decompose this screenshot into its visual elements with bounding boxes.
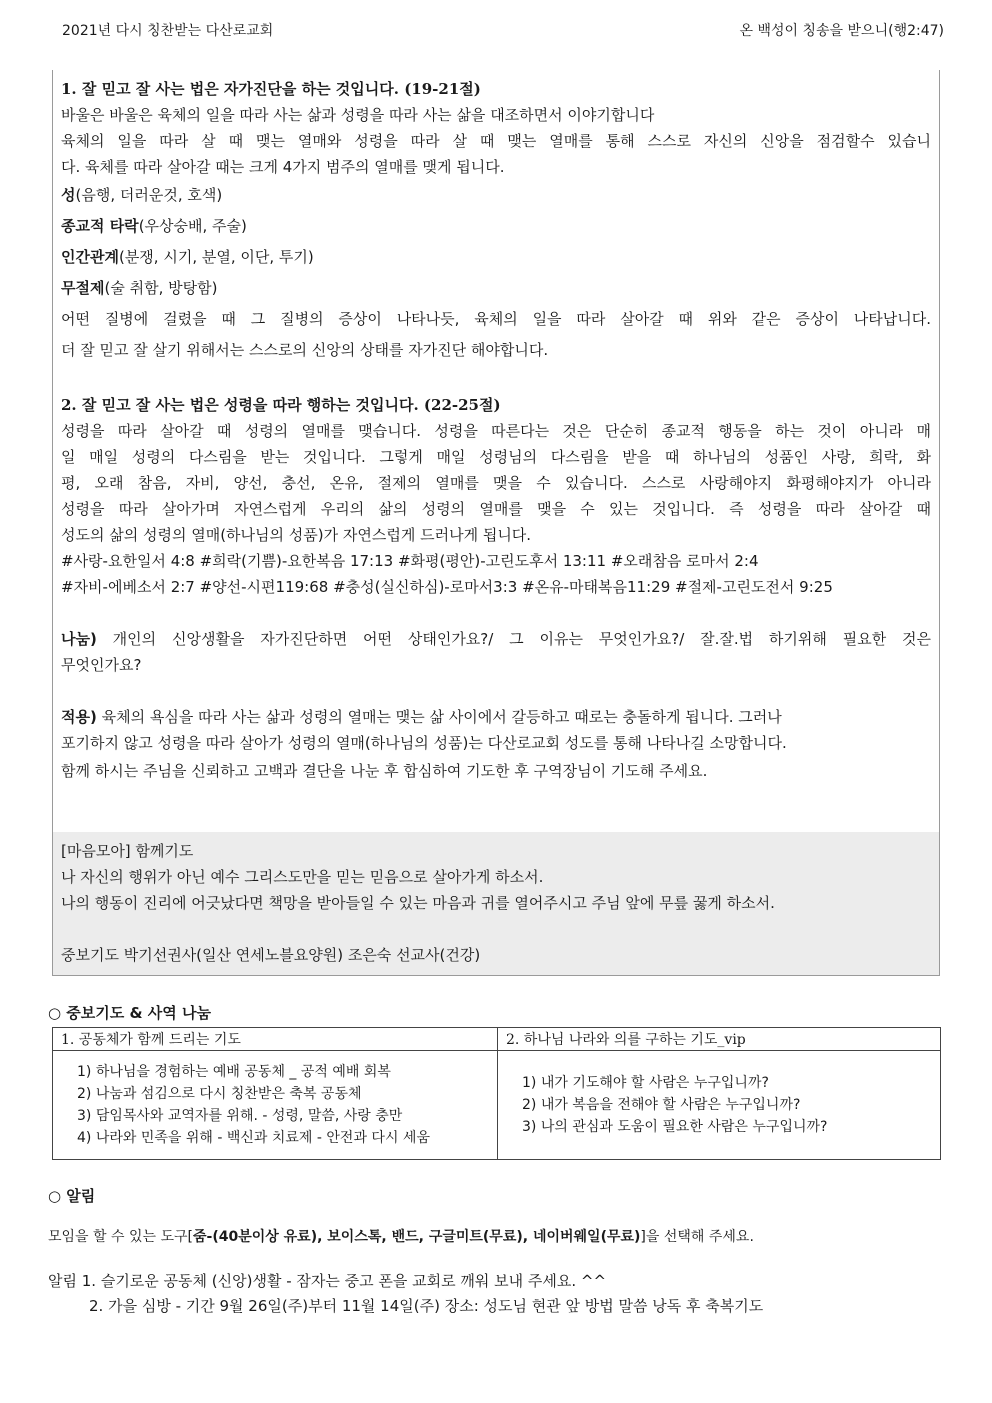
point1-line: 다. 육체를 따라 살아갈 때는 크게 4가지 범주의 열매를 맺게 됩니다.	[61, 158, 505, 176]
prayer-item: 1) 내가 기도해야 할 사람은 누구입니까?	[522, 1075, 769, 1091]
prayer-item: 1) 하나님을 경험하는 예배 공동체 _ 공적 예배 회복	[77, 1064, 391, 1080]
point1-line: 바울은 바울은 육체의 일을 따라 사는 삶과 성령을 따라 사는 삶을 대조하면서 이야기합니다	[61, 106, 655, 124]
point1-title: 1. 잘 믿고 잘 사는 법은 자가진단을 하는 것입니다. (19-21절)	[61, 80, 481, 98]
prayer-line: 나의 행동이 진리에 어긋났다면 책망을 받아들일 수 있는 마음과 귀를 열어주시고 주님 앞에 무릎 꿇게 하소서.	[61, 894, 775, 912]
category-detail: (술 취함, 방탕함)	[104, 279, 218, 297]
prayer-col1-cell	[53, 1051, 498, 1160]
point2-title: 2. 잘 믿고 잘 사는 법은 성령을 따라 행하는 것입니다. (22-25절)	[61, 396, 501, 414]
share-question: 나눔) 개인의 신앙생활을 자가진단하면 어떤 상태인가요?/ 그 이유는 무엇인가요?/ 잘.잘.법 하기위해 필요한 것은	[61, 630, 931, 648]
scripture-tags: #자비-에베소서 2:7 #양선-시편119:68 #충성(실신하심)-로마서3:3 #온유-마태복음11:29 #절제-고린도전서 9:25	[61, 578, 833, 596]
prayer-item: 4) 나라와 민족을 위해 - 백신과 치료제 - 안전과 다시 세움	[77, 1130, 430, 1146]
point2-line: 평, 오래 참음, 자비, 양선, 충선, 온유, 절제의 열매를 맺을 수 있습니다. 스스로 사랑해야지 화평해야지가 아니라	[61, 474, 931, 492]
share-label: 나눔)	[61, 630, 97, 648]
category-detail: (음행, 더러운것, 호색)	[75, 186, 223, 204]
prayer-item: 2) 나눔과 섬김으로 다시 칭찬받은 축복 공동체	[77, 1086, 362, 1102]
point1-closing: 어떤 질병에 걸렸을 때 그 질병의 증상이 나타나듯, 육체의 일을 따라 살아갈 때 위와 같은 증상이 나타납니다.	[61, 310, 931, 328]
prayer-table	[52, 1027, 941, 1160]
prayer-col2-cell	[498, 1051, 941, 1160]
category-term: 인간관계	[61, 248, 119, 266]
apply-text: 함께 하시는 주님을 신뢰하고 고백과 결단을 나눈 후 합심하여 기도한 후 구역장님이 기도해 주세요.	[61, 762, 708, 780]
category-term: 성	[61, 186, 76, 204]
header-verse: 온 백성이 칭송을 받으니(행2:47)	[739, 23, 944, 39]
notice-item-2: 2. 가을 심방 - 기간 9월 26일(주)부터 11월 14일(주) 장소: 성도님 현관 앞 방법 말씀 낭독 후 축복기도	[89, 1297, 764, 1315]
joint-prayer-panel	[53, 832, 939, 975]
category-item	[61, 180, 931, 211]
point2-line: 성도의 삶의 성령의 열매(하나님의 성품)가 자연스럽게 드러나게 됩니다.	[61, 526, 532, 544]
point1-line: 육체의 일을 따라 살 때 맺는 열매와 성령을 따라 살 때 맺는 열매를 통해 스스로 자신의 신앙을 점검할수 있습니	[61, 132, 931, 150]
intercession-names: 중보기도 박기선권사(일산 연세노블요양원) 조은숙 선교사(건강)	[61, 946, 481, 964]
header-church-title: 2021년 다시 칭찬받는 다산로교회	[62, 23, 274, 39]
prayer-col2-header: 2. 하나님 나라와 의를 구하는 기도_vip	[498, 1028, 941, 1051]
category-item	[61, 273, 931, 304]
category-item	[61, 211, 931, 242]
meeting-tools-notice: 모임을 할 수 있는 도구[줌-(40분이상 유료), 보이스톡, 밴드, 구글미트(무료), 네이버웨일(무료)]을 선택해 주세요.	[48, 1229, 754, 1245]
prayer-item: 3) 담임목사와 교역자를 위해. - 성령, 말씀, 사랑 충만	[77, 1108, 403, 1124]
prayer-line: 나 자신의 행위가 아닌 예수 그리스도만을 믿는 믿음으로 살아가게 하소서.	[61, 868, 544, 886]
apply-text: 적용) 육체의 욕심을 따라 사는 삶과 성령의 열매는 맺는 삶 사이에서 갈등하고 때로는 충돌하게 됩니다. 그러나	[61, 708, 782, 726]
notice-section-title: ○ 알림	[48, 1187, 96, 1205]
notice-item-1: 알림 1. 슬기로운 공동체 (신앙)생활 - 잠자는 중고 폰을 교회로 깨워 보내 주세요. ^^	[48, 1272, 607, 1290]
point2-line: 성령을 따라 살아갈 때 성령의 열매를 맺습니다. 성령을 따른다는 것은 단순히 종교적 행동을 하는 것이 아니라 매	[61, 422, 931, 440]
category-detail: (분쟁, 시기, 분열, 이단, 투기)	[118, 248, 314, 266]
page-header	[62, 20, 944, 42]
point1-closing: 더 잘 믿고 잘 살기 위해서는 스스로의 신앙의 상태를 자가진단 해야합니다.	[61, 341, 549, 359]
apply-label: 적용)	[61, 708, 97, 726]
share-question-cont: 무엇인가요?	[61, 656, 142, 674]
prayer-title: [마음모아] 함께기도	[61, 842, 194, 860]
prayer-item: 3) 나의 관심과 도움이 필요한 사람은 누구입니까?	[522, 1119, 828, 1135]
sermon-box	[52, 70, 940, 976]
category-item	[61, 242, 931, 273]
prayer-col1-header: 1. 공동체가 함께 드리는 기도	[53, 1028, 498, 1051]
intercession-section-title: ○ 중보기도 & 사역 나눔	[48, 1004, 211, 1022]
category-term: 무절제	[61, 279, 105, 297]
category-term: 종교적 타락	[61, 217, 139, 235]
prayer-item: 2) 내가 복음을 전해야 할 사람은 누구입니까?	[522, 1097, 801, 1113]
scripture-tags: #사랑-요한일서 4:8 #희락(기쁨)-요한복음 17:13 #화평(평안)-고린도후서 13:11 #오래참음 로마서 2:4	[61, 552, 759, 570]
apply-text: 포기하지 않고 성령을 따라 살아가 성령의 열매(하나님의 성품)는 다산로교회 성도를 통해 나타나길 소망합니다.	[61, 734, 787, 752]
category-detail: (우상숭배, 주술)	[138, 217, 247, 235]
meeting-tools-list: 줌-(40분이상 유료), 보이스톡, 밴드, 구글미트(무료), 네이버웨일(무료)	[192, 1229, 641, 1245]
point2-line: 일 매일 성령의 다스림을 받는 것입니다. 그렇게 매일 성령님의 다스림을 받을 때 하나님의 성품인 사랑, 희락, 화	[61, 448, 931, 466]
point2-line: 성령을 따라 살아가며 자연스럽게 우리의 삶의 성령의 열매를 맺을 수 있는 것입니다. 즉 성령을 따라 살아갈 때	[61, 500, 931, 518]
